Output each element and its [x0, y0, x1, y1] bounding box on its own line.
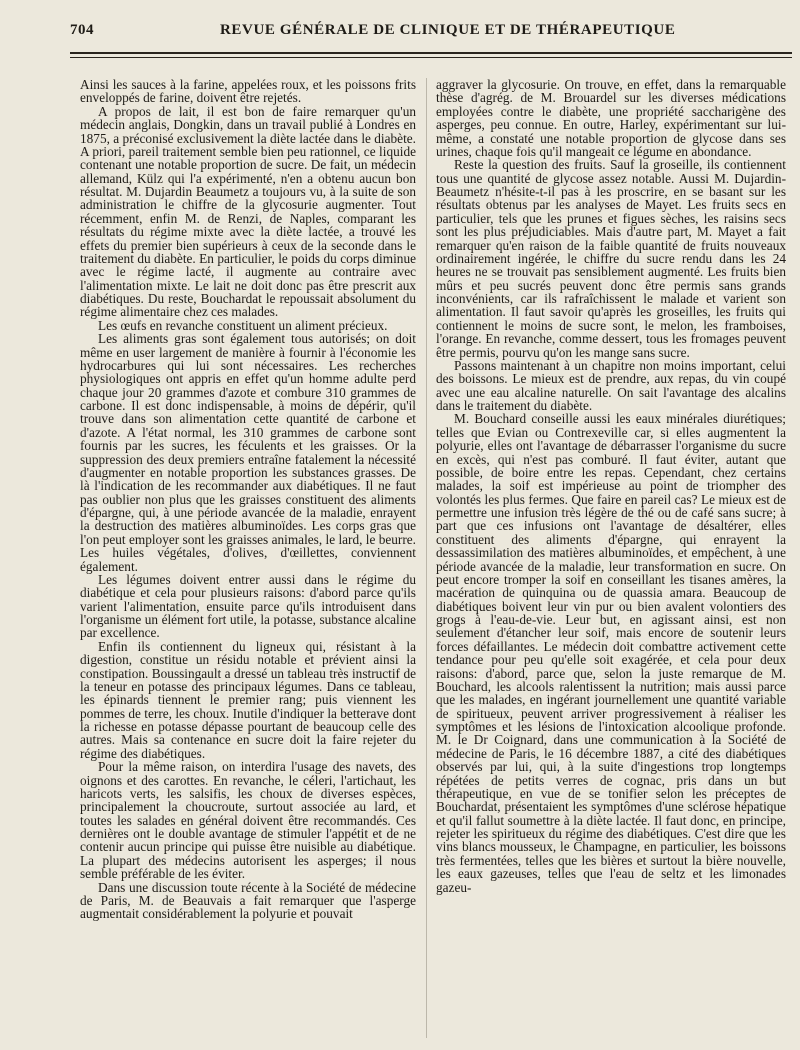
left-column — [80, 78, 416, 1050]
paragraph: Passons maintenant à un chapitre non moins important, celui des boissons. Le mieux est de prendre, aux repas, du vin coupé avec une eau alcaline naturelle. On sait l'avantage des alcalins dans le traitement du diabète. — [436, 357, 786, 413]
running-head — [70, 22, 790, 46]
paragraph: aggraver la glycosurie. On trouve, en effet, dans la remarquable thèse d'agrég. de M. Brouardel sur les diverses médications employées contre le diabète, une propriété saccharigène des asperges, peu connue. En outre, Harley, expérimentant sur lui-même, a constaté une notable proportion de glycose dans ses urines, chaque fois qu'il mangeait ce légume en abondance. — [436, 78, 786, 159]
paragraph: Les légumes doivent entrer aussi dans le régime du diabétique et cela pour plusieurs raisons: d'abord parce qu'ils varient l'alimentation, ensuite parce qu'ils introduisent dans l'organisme un élément fort utile, la potasse, substance alcaline par excellence. — [80, 571, 416, 641]
paragraph: Dans une discussion toute récente à la Société de médecine de Paris, M. de Beauvais a fait remarquer que l'asperge augmentait considérablement la polyurie et pouvait — [80, 879, 416, 922]
journal-title: REVUE GÉNÉRALE DE CLINIQUE ET DE THÉRAPEUTIQUE — [220, 22, 676, 38]
right-column — [436, 78, 786, 1050]
paragraph: Reste la question des fruits. Sauf la groseille, ils contiennent tous une quantité de glycose assez notable. Aussi M. Dujardin-Beaumetz n'hésite-t-il pas à les proscrire, en se basant sur les résultats obtenus par les analyses de Mayet. Les fruits secs en particulier, tels que les prunes et figues sèches, les raisins secs sont les plus préjudiciables. Mais d'autre part, M. Mayet a fait remarquer qu'en raison de la faible quantité de fruits nouveaux ordinairement ingérée, le chiffre du sucre rendu dans les 24 heures ne se trouvait pas sensiblement augmenté. Les fruits bien mûrs et peu sucrés peuvent donc être permis sans grands inconvénients, car ils rafraîchissent le malade et varient son alimentation. Il faut savoir qu'après les groseilles, les fruits qui contiennent le moins de sucre sont, le melon, les framboises, l'orange. En revanche, comme dessert, tous les fromages peuvent être permis, pourvu qu'on les mange sans sucre. — [436, 157, 786, 360]
paragraph: Les œufs en revanche constituent un aliment précieux. — [98, 317, 388, 333]
paragraph: Les aliments gras sont également tous autorisés; on doit même en user largement de manière à fournir à l'économie les hydrocarbures qui lui sont nécessaires. Les recherches physiologiques ont appris en effet qu'un homme adulte perd chaque jour 20 grammes d'azote et combure 310 grammes de carbone. Il est donc indispensable, à moins de dépérir, qu'il trouve dans son alimentation cette quantité de carbone et d'azote. A l'état normal, les 310 grammes de carbone sont fournis par les sucres, les féculents et les graisses. Or la suppression des deux premiers entraîne fatalement la nécessité d'augmenter en notable proportion les substances grasses. De là l'indication de les recommander aux diabétiques. Il ne faut pas oublier non plus que les graisses constituent des aliments d'épargne, qui, à une période avancée de la maladie, enrayent la destruction des matières albuminoïdes. Les corps gras que l'on peut employer sont les graisses animales, le lard, le beurre. Les huiles végétales, d'olives, d'œillettes, conviennent également. — [80, 331, 416, 574]
paragraph: M. Bouchard conseille aussi les eaux minérales diurétiques; telles que Evian ou Contrexeville car, si elles augmentent la polyurie, elles ont l'avantage de débarrasser l'organisme du sucre en excès, qui n'est pas comburé. Il faut éviter, autant que possible, de boire entre les repas. Cependant, chez certains malades, la soif est impérieuse au point de triompher des volontés les plus fermes. Que faire en pareil cas? Le mieux est de permettre une infusion très légère de thé ou de café sans sucre; à part que ces infusions ont l'avantage de désaltérer, elles constituent des aliments d'épargne, qui enrayent la dessassimilation des matières albuminoïdes, et empêchent, à une période avancée de la maladie, leur transformation en sucre. On peut encore tromper la soif en conseillant les tisanes amères, la macération de quinquina ou de quassia amara. Beaucoup de diabétiques boivent leur vin pur ou bien avalent volontiers des grogs à l'eau-de-vie. Leur but, en agissant ainsi, est non seulement d'étancher leur soif, mais encore de soutenir leurs forces défaillantes. Le médecin doit combattre activement cette tendance pour peu qu'elle soit exagérée, et cela pour deux raisons: d'abord, parce que, selon la juste remarque de M. Bouchard, les alcools ralentissent la nutrition; mais aussi parce que les malades, en ingérant journellement une quantité variable de spiritueux, peuvent arriver progressivement à réaliser les symptômes et les lésions de l'intoxication alcoolique profonde. M. le Dr Coignard, dans une communication à la Société de médecine de Paris, le 16 décembre 1887, a cité des diabétiques observés par lui, qui, à la suite d'ingestions trop longtemps répétées de petits verres de cognac, pris dans un but thérapeutique, en vue de se tonifier selon les préceptes de Bouchardat, présentaient les symptômes d'une sclérose hépatique et qu'il fallut soumettre à la diète lactée. Il faut donc, en principe, rejeter les spiritueux du régime des diabétiques. C'est dire que les vins blancs mousseux, le Champagne, en particulier, les boissons très fermentées, telles que les bières et surtout la bière nouvelle, les eaux gazeuses, telles que l'eau de seltz et les limonades gazeu- — [436, 411, 786, 895]
paragraph: Ainsi les sauces à la farine, appelées roux, et les poissons frits enveloppés de farine, doivent être rejetés. — [80, 78, 416, 106]
paragraph: A propos de lait, il est bon de faire remarquer qu'un médecin anglais, Dongkin, dans un travail publié à Londres en 1875, a préconisé exclusivement la diète lactée dans le diabète. A priori, pareil traitement semble bien peu rationnel, ce liquide contenant une notable proportion de sucre. De fait, un médecin allemand, Külz qui l'a expérimenté, n'en a obtenu aucun bon résultat. M. Dujardin Beaumetz a toujours vu, à la suite de son administration le chiffre de la glycosurie augmenter. Tout récemment, enfin M. de Renzi, de Naples, comparant les résultats du régime mixte avec la diète lactée, a trouvé les effets du premier bien supérieurs à ceux de la seconde dans le traitement du diabète. En particulier, le poids du corps diminue avec le régime lacté, il augmente au contraire avec l'alimentation mixte. Le lait ne doit donc pas être prescrit aux diabétiques. Du reste, Bouchardat le repoussait absolument du régime alimentaire chez ces malades. — [80, 103, 416, 320]
header-rule-thick — [70, 52, 792, 54]
column-divider — [426, 78, 427, 1038]
paragraph: Enfin ils contiennent du ligneux qui, résistant à la digestion, constitue un résidu notable et prévient ainsi la constipation. Boussingault a dressé un tableau très instructif de la teneur en potasse des principaux légumes. Dans ce tableau, les épinards tiennent le premier rang; puis viennent les pommes de terre, les choux. Inutile d'indiquer la betterave dont la richesse en potasse dépasse pourtant de beaucoup celle des autres. Mais sa contenance en sucre doit la faire rejeter du régime des diabétiques. — [80, 638, 416, 761]
header-rule-thin — [70, 57, 792, 58]
paragraph: Pour la même raison, on interdira l'usage des navets, des oignons et des carottes. En revanche, le céleri, l'artichaut, les haricots verts, les salsifis, les choux de diverses espèces, principalement la choucroute, surtout associée au lard, et toutes les salades en général doivent être recommandés. Ces dernières ont le double avantage de stimuler l'appétit et de ne contenir aucun principe qui puisse être nuisible au diabétique. La plupart des médecins autorisent les asperges; il nous semble préférable de les éviter. — [80, 759, 416, 882]
page-number: 704 — [70, 22, 94, 38]
